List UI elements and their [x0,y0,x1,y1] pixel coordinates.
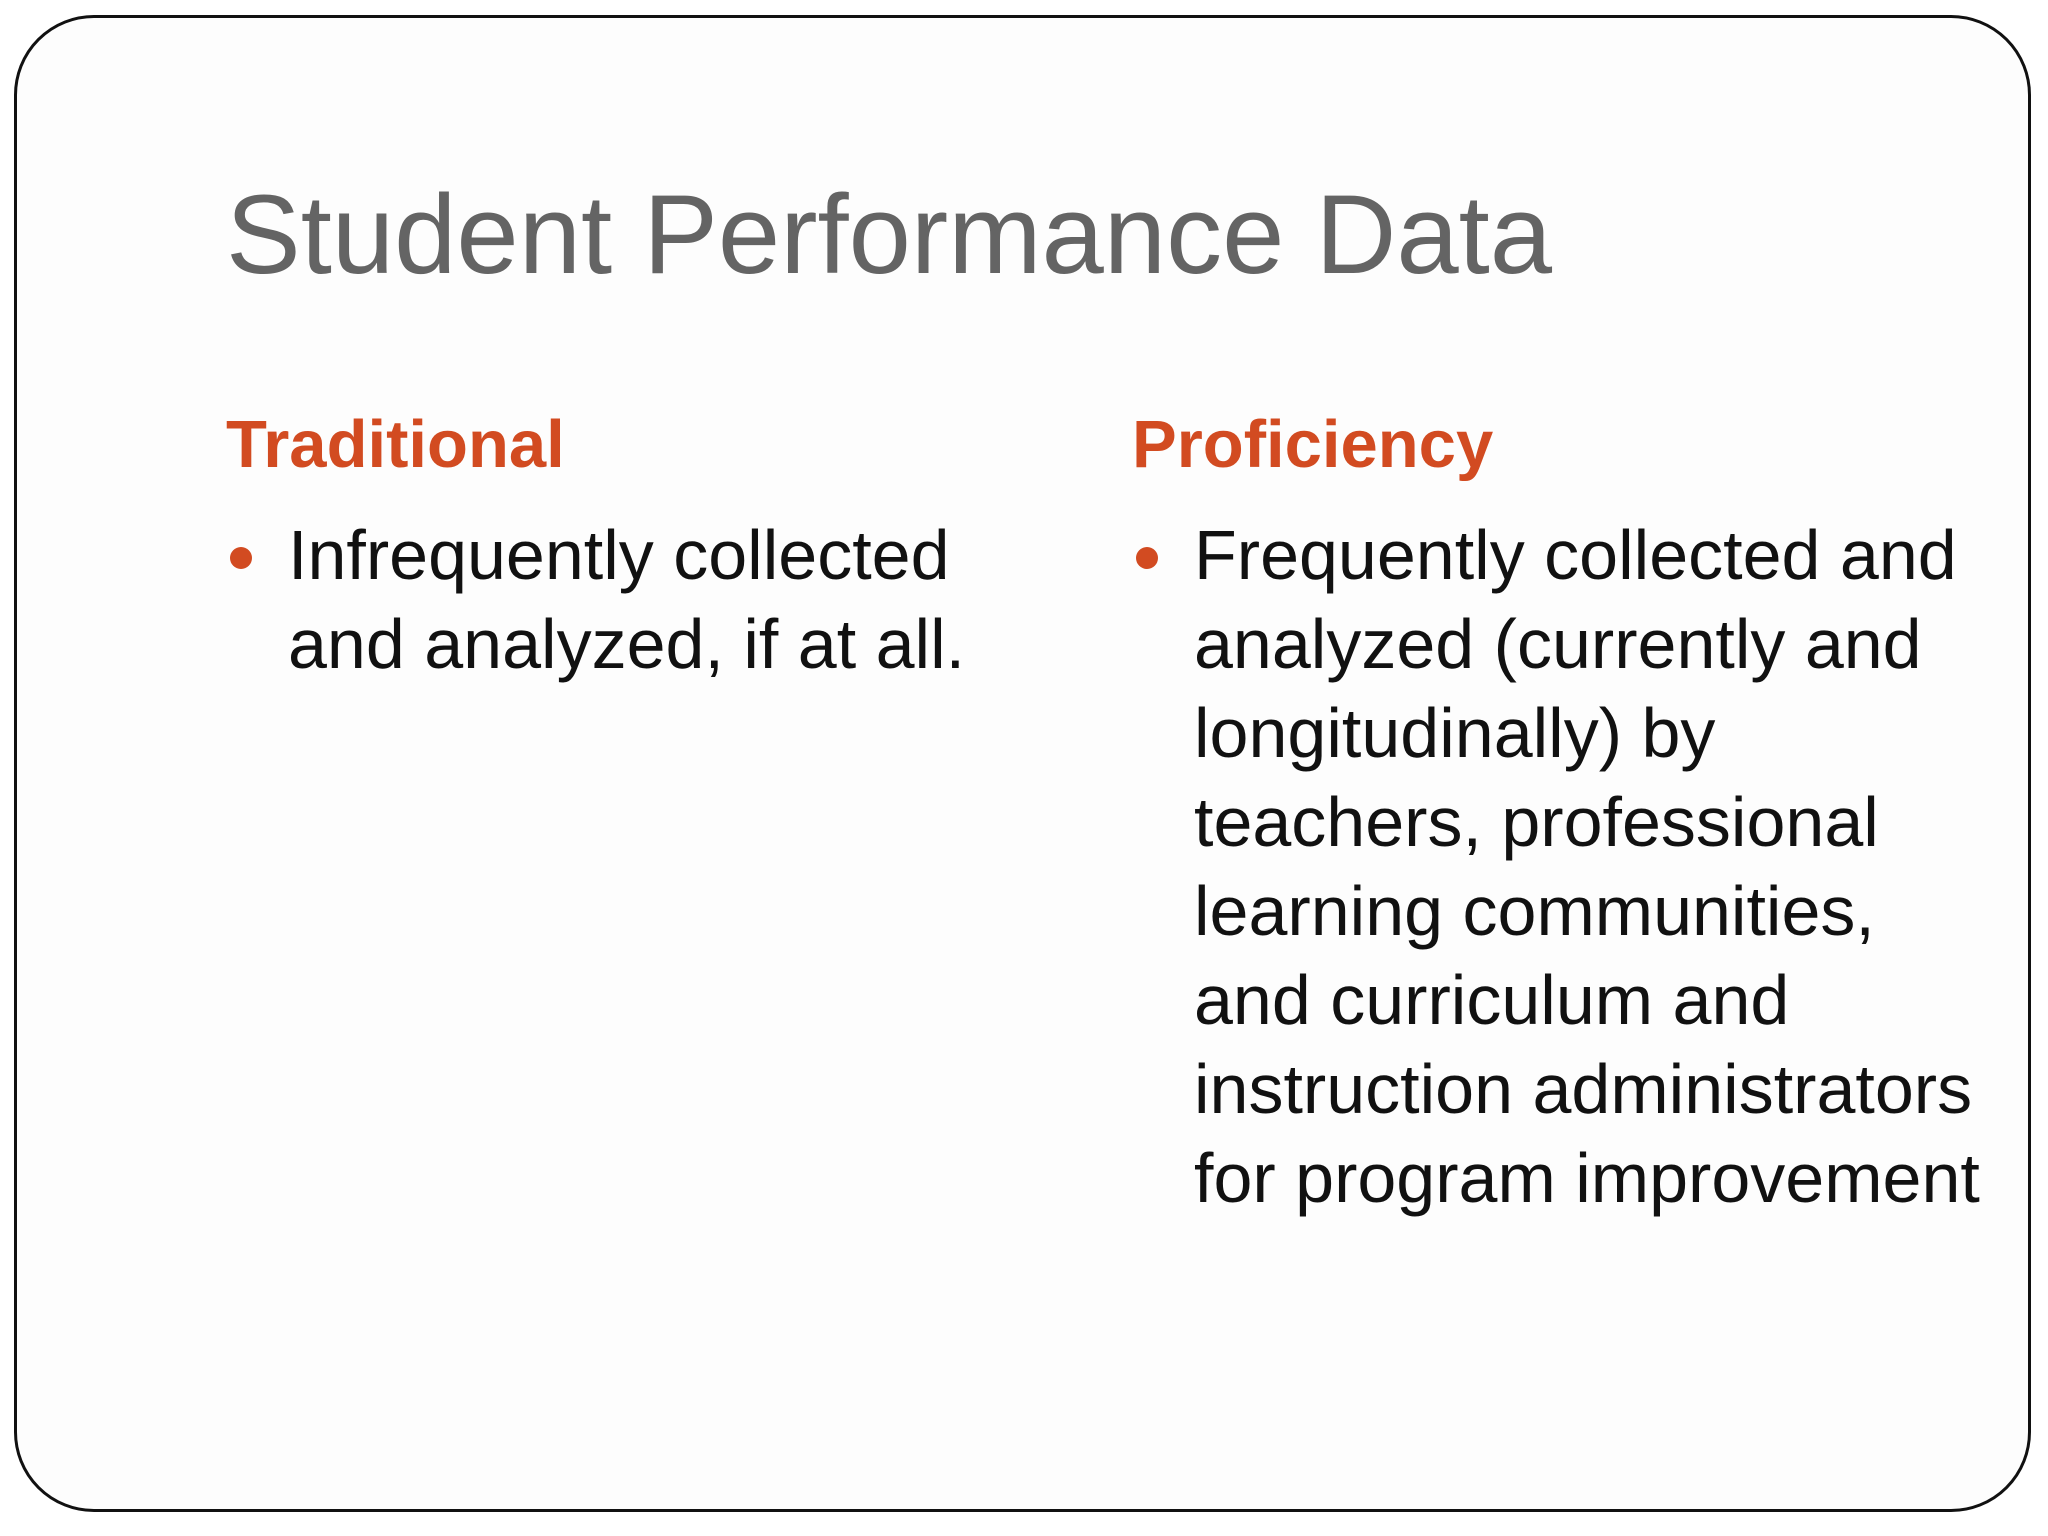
bullet-list-proficiency [1132,511,1992,1223]
column-proficiency [1132,405,1992,1223]
column-heading-traditional: Traditional [226,407,565,482]
bullet-item [226,511,1046,689]
column-heading-proficiency: Proficiency [1132,407,1494,482]
bullet-dot-icon [1136,547,1158,569]
bullet-list-traditional [226,511,1046,689]
slide-title: Student Performance Data [226,172,1553,297]
bullet-text: Infrequently collected and analyzed, if at all. [288,516,966,683]
bullet-item [1132,511,1992,1223]
bullet-dot-icon [230,547,252,569]
column-traditional [226,405,1046,689]
bullet-text: Frequently collected and analyzed (currently and longitudinally) by teachers, professional learning communities, and curriculum and instruction administrators for program improvement [1194,516,1980,1217]
